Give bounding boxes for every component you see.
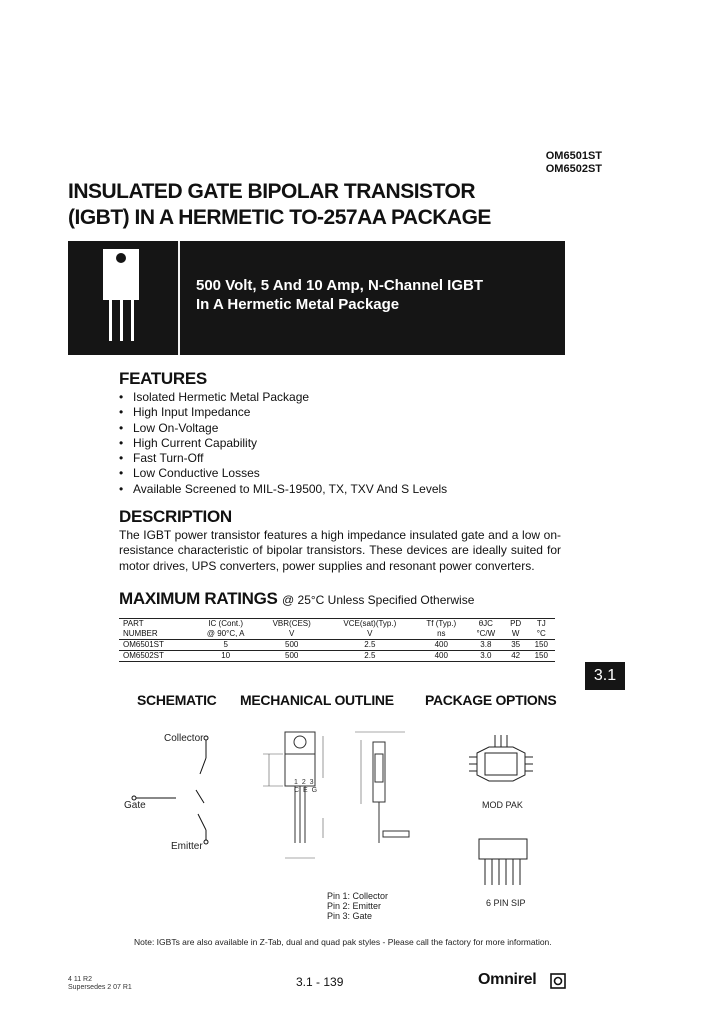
section-tab: 3.1 [585,662,625,690]
ratings-table [119,618,555,662]
feature-item: • High Input Impedance [119,405,447,420]
banner-line2: In A Hermetic Metal Package [196,296,400,313]
page-title-line1: INSULATED GATE BIPOLAR TRANSISTOR [68,180,476,203]
mechanical-heading: MECHANICAL OUTLINE [240,692,394,708]
table-cell: 400 [415,640,468,651]
col-header: IC (Cont.) [193,619,259,630]
col-header: Tf (Typ.) [415,619,468,630]
col-header: W [504,629,528,640]
table-cell: 3.8 [468,640,504,651]
footer-supersedes: Supersedes 2 07 R1 [68,984,132,991]
pin-assignment-list [327,891,388,921]
pin-numbers: 1 2 3 [294,779,315,786]
brand-logo [478,971,536,989]
col-header: PART [119,619,193,630]
collector-label: Collector [164,733,204,744]
col-header: PD [504,619,528,630]
ratings-header-row-1 [119,619,555,630]
table-cell: 3.0 [468,651,504,662]
pin-assignment: Pin 2: Emitter [327,901,382,911]
feature-item: • Low Conductive Losses [119,466,447,481]
feature-item: • Isolated Hermetic Metal Package [119,390,447,405]
table-row [119,640,555,651]
col-header: °C/W [468,629,504,640]
col-header: VBR(CES) [258,619,325,630]
feature-item: • Available Screened to MIL-S-19500, TX, TXV And S Levels [119,482,447,497]
part-number-1: OM6501ST [545,150,602,162]
footer-revision: 4 11 R2 [68,976,92,983]
schematic-heading: SCHEMATIC [137,692,217,708]
col-header: V [325,629,415,640]
emitter-label: Emitter [171,841,203,852]
gate-label: Gate [124,800,146,811]
col-header: ns [415,629,468,640]
table-cell: 150 [528,640,555,651]
table-cell: 35 [504,640,528,651]
table-cell: 42 [504,651,528,662]
brand-name: Omnirel [478,971,537,988]
mod-pak-drawing [465,733,545,793]
pin-letters: C E G [294,787,319,794]
package-options-heading: PACKAGE OPTIONS [425,692,557,708]
description-heading: DESCRIPTION [119,507,232,526]
features-list [119,390,447,497]
table-cell: 400 [415,651,468,662]
table-row [119,651,555,662]
part-number-2: OM6502ST [545,163,602,175]
table-cell: 500 [258,651,325,662]
brand-logo-icon [550,973,566,989]
col-header: °C [528,629,555,640]
pin-assignment: Pin 1: Collector [327,891,389,901]
availability-note: Note: IGBTs are also available in Z-Tab, dual and quad pak styles - Please call the factory for more information. [134,937,552,947]
feature-item: • High Current Capability [119,436,447,451]
six-pin-sip-drawing [475,835,535,895]
description-text: The IGBT power transistor features a high impedance insulated gate and a low on-resistance characteristic of bipolar transistors. These devices are ideally suited for motor drives, UPS converters, power supplies and resonant power converters. [119,528,561,573]
table-cell: 500 [258,640,325,651]
table-cell: OM6501ST [119,640,193,651]
pin-assignment: Pin 3: Gate [327,911,373,921]
igbt-schematic-symbol [120,728,230,858]
features-heading: FEATURES [119,369,207,388]
banner-text [196,276,483,314]
page-title-line2: (IGBT) IN A HERMETIC TO-257AA PACKAGE [68,206,491,229]
col-header: θJC [468,619,504,630]
banner-line1: 500 Volt, 5 And 10 Amp, N-Channel IGBT [196,277,483,294]
page-number: 3.1 - 139 [296,975,344,989]
table-cell: 10 [193,651,259,662]
col-header: @ 90°C, A [193,629,259,640]
max-ratings-note: @ 25°C Unless Specified Otherwise [282,593,475,607]
six-pin-sip-label: 6 PIN SIP [486,898,526,908]
feature-item: • Fast Turn-Off [119,451,447,466]
ratings-header-row-2 [119,629,555,640]
col-header: VCE(sat)(Typ.) [325,619,415,630]
mechanical-outline-drawing [255,718,425,888]
table-cell: 2.5 [325,651,415,662]
max-ratings-title: MAXIMUM RATINGS [119,589,278,608]
table-cell: 150 [528,651,555,662]
col-header: NUMBER [119,629,193,640]
max-ratings-heading [119,589,474,609]
mod-pak-label: MOD PAK [482,800,523,810]
col-header: V [258,629,325,640]
table-cell: 5 [193,640,259,651]
table-cell: OM6502ST [119,651,193,662]
feature-item: • Low On-Voltage [119,421,447,436]
to257-package-icon [68,241,178,355]
table-cell: 2.5 [325,640,415,651]
col-header: TJ [528,619,555,630]
